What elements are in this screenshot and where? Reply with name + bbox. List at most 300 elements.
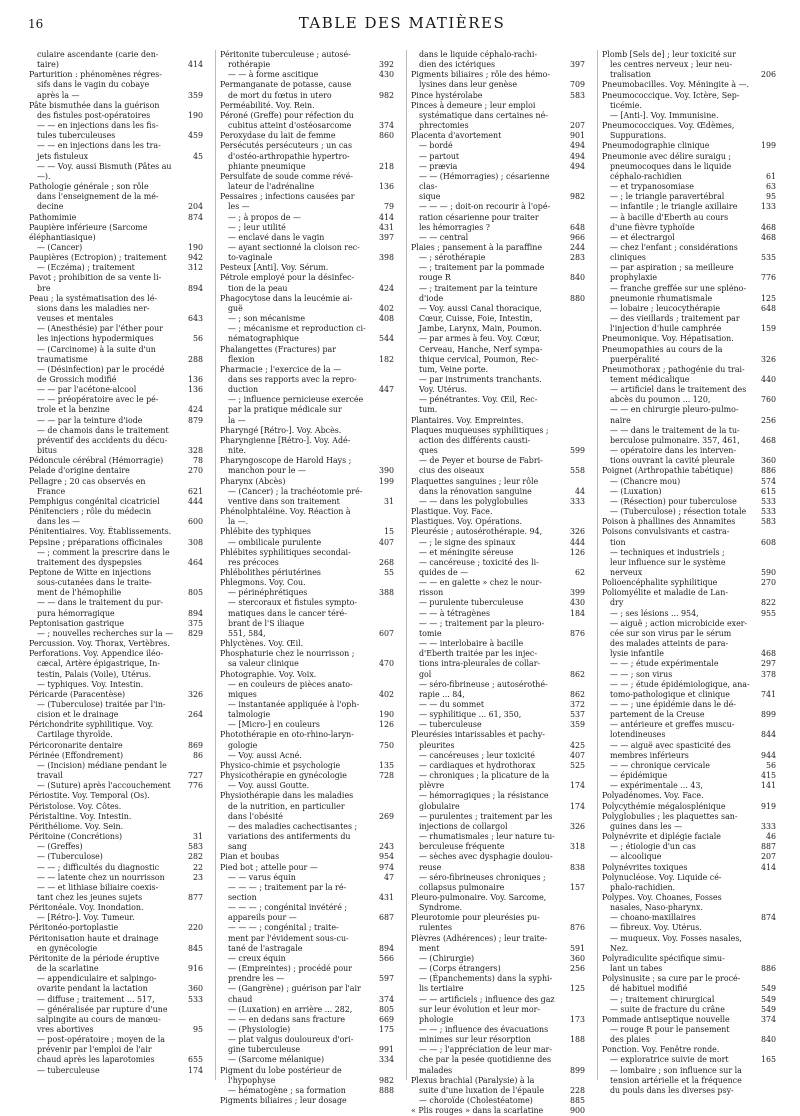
index-entry: [411, 710, 585, 720]
index-entry: [411, 802, 585, 812]
entry-text: — épidémique: [610, 771, 668, 781]
entry-page-ref: 220: [187, 923, 203, 933]
entry-page-ref: 982: [378, 1075, 394, 1085]
entry-text: lis tertiaire: [419, 984, 464, 994]
index-entry: [411, 822, 585, 832]
index-entry: [220, 1066, 394, 1076]
entry-text: — expérimentale ... 43,: [610, 781, 703, 791]
entry-page-ref: 157: [569, 882, 585, 892]
index-entry: [411, 771, 585, 781]
index-entry: [602, 670, 776, 680]
entry-text: Nez.: [610, 943, 629, 953]
entry-text: sur leur évolution et leur mor-: [419, 1004, 541, 1014]
entry-text: — cardiaques et hydrothorax: [419, 760, 536, 770]
index-entry: [220, 852, 394, 862]
index-entry: [602, 80, 776, 90]
entry-text: — des vieillards ; traitement par: [610, 314, 740, 324]
entry-page-ref: 312: [187, 263, 203, 273]
index-entry: [602, 832, 776, 842]
index-entry: [411, 791, 585, 801]
entry-text: — hémorragiques ; la résistance: [419, 791, 549, 801]
entry-text: — (Cancer) ; la trachéotomie pré-: [228, 486, 363, 496]
entry-text: — opératoire dans les interven-: [610, 446, 736, 456]
index-entry: [29, 730, 203, 740]
entry-text: salpingite au cours de manœu-: [37, 1014, 161, 1024]
entry-text: manchon pour le —: [228, 466, 306, 476]
index-entry: [29, 91, 203, 101]
index-entry: [29, 883, 203, 893]
entry-text: — généralisée par rupture d'une: [37, 1004, 168, 1014]
entry-text: trole et la benzine: [37, 405, 110, 415]
running-title: TABLE DES MATIÈRES: [298, 14, 506, 32]
entry-text: Photographie. Voy. Voix.: [220, 669, 317, 679]
index-entry: [220, 314, 394, 324]
entry-text: Pathomimie: [29, 212, 77, 222]
entry-page-ref: 955: [760, 608, 776, 618]
entry-page-ref: 414: [760, 862, 776, 872]
entry-page-ref: 829: [187, 628, 203, 638]
entry-text: — sèches avec dysphagie doulou-: [419, 852, 553, 862]
entry-page-ref: 407: [378, 537, 394, 547]
index-entry: [602, 1025, 776, 1035]
entry-text: Pneumopathies au cours de la: [602, 344, 723, 354]
index-entry: [220, 1035, 394, 1045]
entry-text: — — ; une épidémie dans le dé-: [610, 700, 736, 709]
entry-page-ref: 269: [378, 811, 394, 821]
entry-text: — (Résection) pour tuberculose: [610, 496, 737, 506]
entry-page-ref: 648: [569, 222, 585, 232]
index-entry: [411, 619, 585, 629]
index-entry: [411, 883, 585, 893]
index-entry: [220, 995, 394, 1005]
entry-text: — de Peyer et bourse de Fabri-: [419, 456, 543, 466]
entry-text: — ; le triangle paravertébral: [610, 192, 725, 202]
entry-text: Poignet (Arthropathie tabétique): [602, 466, 733, 476]
index-entry: [411, 253, 585, 263]
entry-text: — et méningite séreuse: [419, 547, 514, 557]
entry-text: — (Physiologie): [228, 1025, 291, 1034]
entry-text: tion de la peau: [228, 283, 288, 293]
entry-page-ref: 397: [569, 60, 585, 70]
index-entry: [602, 710, 776, 720]
entry-text: flexion: [228, 354, 255, 364]
index-entry: [411, 923, 585, 933]
entry-page-ref: 402: [378, 689, 394, 699]
index-entry: [602, 659, 776, 669]
index-entry: [220, 334, 394, 344]
index-entry: [29, 304, 203, 314]
entry-text: — et trypanosomiase: [610, 182, 694, 192]
index-entry: [220, 822, 394, 832]
index-entry: [29, 538, 203, 548]
entry-page-ref: 22: [192, 862, 203, 872]
entry-page-ref: 402: [378, 303, 394, 313]
entry-text: pneumonie rhumatismale: [610, 293, 713, 303]
index-entry: [220, 619, 394, 629]
index-entry: [411, 598, 585, 608]
index-entry: [220, 538, 394, 548]
index-entry: [411, 365, 585, 375]
index-entry: [411, 80, 585, 90]
entry-text: Perméabilité. Voy. Rein.: [220, 100, 315, 110]
entry-text: cée sur son virus par le sérum: [610, 628, 732, 638]
entry-text: Polyadénomes. Voy. Face.: [602, 791, 704, 801]
index-entry: [602, 517, 776, 527]
index-entry: [411, 152, 585, 162]
entry-page-ref: 533: [187, 994, 203, 1004]
entry-page-ref: 135: [378, 760, 394, 770]
index-entry: [29, 619, 203, 629]
entry-page-ref: 760: [760, 395, 776, 405]
entry-text: tions intra-pleurales de collar-: [419, 659, 541, 669]
entry-text: — typhiques. Voy. Intestin.: [37, 679, 144, 689]
index-entry: [602, 477, 776, 487]
entry-text: Péristolose. Voy. Côtes.: [29, 801, 122, 811]
entry-text: — cancéreuse ; toxicité des li-: [419, 557, 539, 567]
entry-text: — creux équin: [228, 953, 286, 963]
index-entry: [602, 1035, 776, 1045]
entry-text: Pénitentiaires. Voy. Établissements.: [29, 527, 172, 537]
entry-page-ref: 390: [378, 466, 394, 476]
entry-text: Pharmacie ; l'exercice de la —: [220, 364, 341, 374]
entry-text: nite.: [228, 446, 246, 456]
index-entry: [411, 60, 585, 70]
index-entry: [29, 527, 203, 537]
entry-text: — de chamois dans le traitement: [37, 425, 169, 435]
entry-page-ref: 974: [378, 862, 394, 872]
entry-text: Pince hystérolabe: [411, 90, 483, 100]
entry-text: Pharyngoscope de Harold Hays ;: [220, 456, 352, 466]
entry-text: Pédoncule cérébral (Hémorragie): [29, 456, 164, 466]
index-entry: [602, 954, 776, 964]
index-entry: [29, 284, 203, 294]
entry-text: — tuberculeuse: [419, 720, 482, 730]
entry-text: Plexus brachial (Paralysie) à la: [411, 1075, 535, 1085]
entry-page-ref: 880: [569, 293, 585, 303]
entry-text: Physicothérapie en gynécologie: [220, 771, 347, 781]
entry-text: — — — ; doit-on recourir à l'opé-: [419, 202, 551, 212]
entry-text: phologie: [419, 1014, 454, 1024]
entry-page-ref: 375: [187, 618, 203, 628]
entry-text: Parturition : phénomènes régres-: [29, 70, 162, 80]
entry-text: — ; le signe des spinaux: [419, 537, 516, 547]
entry-page-ref: 669: [378, 1014, 394, 1024]
entry-page-ref: 184: [569, 608, 585, 618]
entry-page-ref: 566: [378, 953, 394, 963]
entry-text: les —: [228, 202, 250, 212]
entry-text: — — ; influence des évacuations: [419, 1025, 549, 1034]
entry-text: chaud: [228, 994, 253, 1004]
entry-page-ref: 359: [187, 90, 203, 100]
index-entry: [220, 517, 394, 527]
index-entry: [29, 263, 203, 273]
index-entry: [220, 70, 394, 80]
index-entry: [29, 791, 203, 801]
index-column-4: [597, 50, 776, 1095]
index-entry: [602, 121, 776, 131]
entry-text: Pepsine ; préparations officinales: [29, 537, 163, 547]
index-entry: [220, 802, 394, 812]
index-entry: [220, 639, 394, 649]
entry-text: dry: [610, 598, 624, 608]
entry-text: Peroxydase du lait de femme: [220, 131, 336, 141]
index-entry: [29, 416, 203, 426]
entry-page-ref: 874: [187, 212, 203, 222]
entry-text: — — ; étude expérimentale: [610, 659, 719, 669]
index-entry: [29, 649, 203, 659]
entry-text: Pneumobacilles. Voy. Méningite à —.: [602, 80, 749, 90]
entry-page-ref: 447: [378, 385, 394, 395]
index-entry: [29, 832, 203, 842]
index-entry: [29, 375, 203, 385]
index-entry: [29, 598, 203, 608]
entry-text: sang: [228, 842, 247, 852]
index-entry: [220, 385, 394, 395]
entry-text: — [Rétro-]. Voy. Tumeur.: [37, 913, 135, 923]
entry-page-ref: 243: [378, 842, 394, 852]
entry-text: sa valeur clinique: [228, 659, 299, 669]
index-entry: [411, 680, 585, 690]
index-entry: [411, 720, 585, 730]
entry-page-ref: 374: [378, 121, 394, 131]
entry-page-ref: 31: [383, 496, 394, 506]
entry-text: Plaquettes sanguines ; leur rôle: [411, 476, 539, 486]
entry-page-ref: 334: [378, 1055, 394, 1065]
index-entry: [602, 700, 776, 710]
index-entry: [29, 822, 203, 832]
entry-text: prévenir par l'emploi de l'air: [37, 1045, 152, 1055]
entry-text: Péritonite de la période éruptive: [29, 953, 160, 963]
entry-page-ref: 430: [378, 70, 394, 80]
entry-text: « Plis rouges » dans la scarlatine: [411, 1106, 544, 1116]
index-entry: [411, 588, 585, 598]
entry-text: — — central: [419, 232, 469, 242]
entry-page-ref: 608: [760, 537, 776, 547]
entry-text: — (Chancre mou): [610, 476, 681, 486]
entry-text: la —: [228, 415, 246, 425]
index-entry: [411, 111, 585, 121]
entry-text: nasales, Naso-pharynx.: [610, 903, 703, 913]
entry-page-ref: 982: [378, 90, 394, 100]
entry-text: Périchondrite syphilitique. Voy.: [29, 720, 154, 730]
entry-text: ment de l'hémophilie: [37, 588, 122, 598]
index-entry: [220, 964, 394, 974]
entry-text: — — à forme ascitique: [228, 70, 319, 80]
entry-text: — (Corps étrangers): [419, 964, 501, 974]
index-entry: [29, 517, 203, 527]
index-entry: [411, 233, 585, 243]
entry-text: — — ; difficultés du diagnostic: [37, 862, 160, 872]
entry-text: Pharynx (Abcès): [220, 476, 286, 486]
index-entry: [29, 131, 203, 141]
entry-text: pura hémorragique: [37, 608, 115, 618]
index-entry: [411, 538, 585, 548]
entry-text: — ; leur utilité: [228, 222, 286, 232]
index-entry: [602, 324, 776, 334]
entry-text: des fistules post-opératoires: [37, 110, 151, 120]
entry-text: Pommade antiseptique nouvelle: [602, 1014, 730, 1024]
entry-text: — diffuse ; traitement ... 517,: [37, 994, 155, 1004]
entry-text: dans ses rapports avec la repro-: [228, 375, 357, 384]
entry-page-ref: 776: [760, 273, 776, 283]
entry-text: — suite de fracture du crâne: [610, 1004, 725, 1014]
index-entry: [411, 466, 585, 476]
index-entry: [602, 202, 776, 212]
entry-text: thique cervical, Poumon, Rec-: [419, 354, 539, 364]
entry-page-ref: 141: [760, 781, 776, 791]
entry-text: nématographique: [228, 334, 299, 344]
entry-text: cision et le drainage: [37, 710, 119, 720]
index-entry: [220, 91, 394, 101]
entry-text: Pessaires ; infections causées par: [220, 192, 355, 202]
index-entry: [411, 324, 585, 334]
entry-text: — (Cancer): [37, 242, 83, 252]
entry-text: risson: [419, 588, 444, 598]
entry-text: Pleurésie ; autosérothérapie. 94,: [411, 527, 543, 537]
entry-text: prophylaxie: [610, 273, 658, 283]
index-entry: [602, 598, 776, 608]
entry-text: talmologie: [228, 710, 271, 720]
entry-page-ref: 378: [760, 669, 776, 679]
entry-text: — partout: [419, 151, 460, 161]
index-entry: [220, 741, 394, 751]
entry-page-ref: 270: [187, 466, 203, 476]
entry-page-ref: 360: [569, 953, 585, 963]
index-entry: [220, 720, 394, 730]
index-entry: [411, 751, 585, 761]
entry-text: Pinces à demeure ; leur emploi: [411, 100, 536, 110]
entry-text: — (Tuberculose): [37, 852, 103, 862]
index-entry: [602, 395, 776, 405]
index-entry: [602, 192, 776, 202]
entry-text: — chez l'enfant ; considérations: [610, 242, 738, 252]
index-entry: [411, 649, 585, 659]
entry-page-ref: 862: [569, 689, 585, 699]
entry-page-ref: 424: [187, 405, 203, 415]
entry-page-ref: 15: [383, 527, 394, 537]
entry-text: rothérapie: [228, 60, 271, 70]
entry-text: dien des ictériques: [419, 60, 496, 70]
index-entry: [602, 558, 776, 568]
index-entry: [29, 984, 203, 994]
entry-page-ref: 549: [760, 984, 776, 994]
index-column-3: [406, 50, 585, 1116]
index-entry: [602, 1045, 776, 1055]
entry-text: — syphilitique ... 61, 350,: [419, 710, 522, 720]
index-entry: [411, 974, 585, 984]
index-entry: [29, 334, 203, 344]
index-entry: [29, 934, 203, 944]
index-entry: [411, 101, 585, 111]
index-entry: [29, 923, 203, 933]
entry-text: — purulente tuberculeuse: [419, 598, 524, 608]
index-entry: [29, 710, 203, 720]
entry-page-ref: 876: [569, 923, 585, 933]
entry-text: — — ; l'appréciation de leur mar-: [419, 1045, 552, 1055]
entry-page-ref: 440: [760, 375, 776, 384]
index-entry: [602, 60, 776, 70]
page-number: 16: [28, 17, 44, 31]
index-entry: [29, 1066, 203, 1076]
entry-text: de la scarlatine: [37, 964, 99, 974]
entry-text: — Voy. aussi Canal thoracique,: [419, 303, 542, 313]
entry-text: — (Luxation) en arrière ... 282,: [228, 1004, 353, 1014]
index-entry: [220, 223, 394, 233]
index-entry: [602, 345, 776, 355]
entry-text: res précoces: [228, 557, 279, 567]
index-entry: [29, 294, 203, 304]
index-entry: [220, 436, 394, 446]
index-entry: [220, 903, 394, 913]
entry-page-ref: 494: [569, 161, 585, 171]
entry-text: Photothérapie en oto-rhino-laryn-: [220, 730, 354, 740]
entry-text: Plastique. Voy. Face.: [411, 507, 493, 517]
entry-page-ref: 62: [574, 567, 585, 577]
entry-text: Pied bot ; attelle pour —: [220, 862, 318, 872]
entry-text: abcès du poumon ... 120,: [610, 395, 711, 405]
index-entry: [411, 548, 585, 558]
index-entry: [220, 781, 394, 791]
entry-text: Plaies ; pansement à la paraffine: [411, 242, 542, 252]
entry-page-ref: 190: [187, 242, 203, 252]
index-entry: [29, 629, 203, 639]
entry-text: les injections hypodermiques: [37, 334, 154, 344]
entry-text: phalo-rachidien.: [610, 882, 676, 892]
entry-text: guines dans les —: [610, 821, 683, 831]
entry-text: — — par la teinture d'iode: [37, 415, 143, 425]
index-entry: [602, 863, 776, 873]
entry-text: Polycythémie mégalosplénique: [602, 801, 726, 811]
entry-text: — pénétrantes. Voy. Œil, Rec-: [419, 395, 538, 405]
entry-text: — bordé: [419, 141, 453, 151]
index-entry: [411, 700, 585, 710]
index-entry: [602, 609, 776, 619]
entry-text: Percussion. Voy. Thorax, Vertèbres.: [29, 639, 170, 649]
entry-text: — lobaire ; leucocythérapie: [610, 303, 721, 313]
index-entry: [602, 964, 776, 974]
entry-page-ref: 424: [378, 283, 394, 293]
entry-text: Péritonite tuberculeuse ; autosé-: [220, 50, 351, 59]
entry-text: tion: [610, 537, 626, 547]
entry-text: — à bacille d'Eberth au cours: [610, 212, 729, 222]
entry-page-ref: 182: [378, 354, 394, 364]
entry-page-ref: 648: [760, 303, 776, 313]
entry-page-ref: 256: [760, 415, 776, 425]
index-entry: [220, 710, 394, 720]
index-entry: [220, 182, 394, 192]
entry-text: ment: [419, 943, 440, 953]
index-entry: [602, 893, 776, 903]
entry-text: lysines dans leur genèse: [419, 80, 518, 90]
index-entry: [411, 670, 585, 680]
entry-text: d'une fièvre typhoïde: [610, 222, 695, 232]
index-entry: [220, 832, 394, 842]
entry-page-ref: 388: [378, 588, 394, 598]
index-entry: [220, 984, 394, 994]
index-entry: [602, 741, 776, 751]
index-entry: [602, 365, 776, 375]
index-entry: [602, 578, 776, 588]
entry-text: les hémorragies ?: [419, 222, 491, 232]
entry-page-ref: 190: [187, 110, 203, 120]
entry-page-ref: 44: [574, 486, 585, 496]
index-entry: [602, 385, 776, 395]
index-entry: [602, 538, 776, 548]
entry-text: Jambe, Larynx, Main, Poumon.: [419, 324, 542, 334]
index-entry: [411, 507, 585, 517]
entry-text: — (Greffes): [37, 842, 83, 852]
index-entry: [29, 497, 203, 507]
